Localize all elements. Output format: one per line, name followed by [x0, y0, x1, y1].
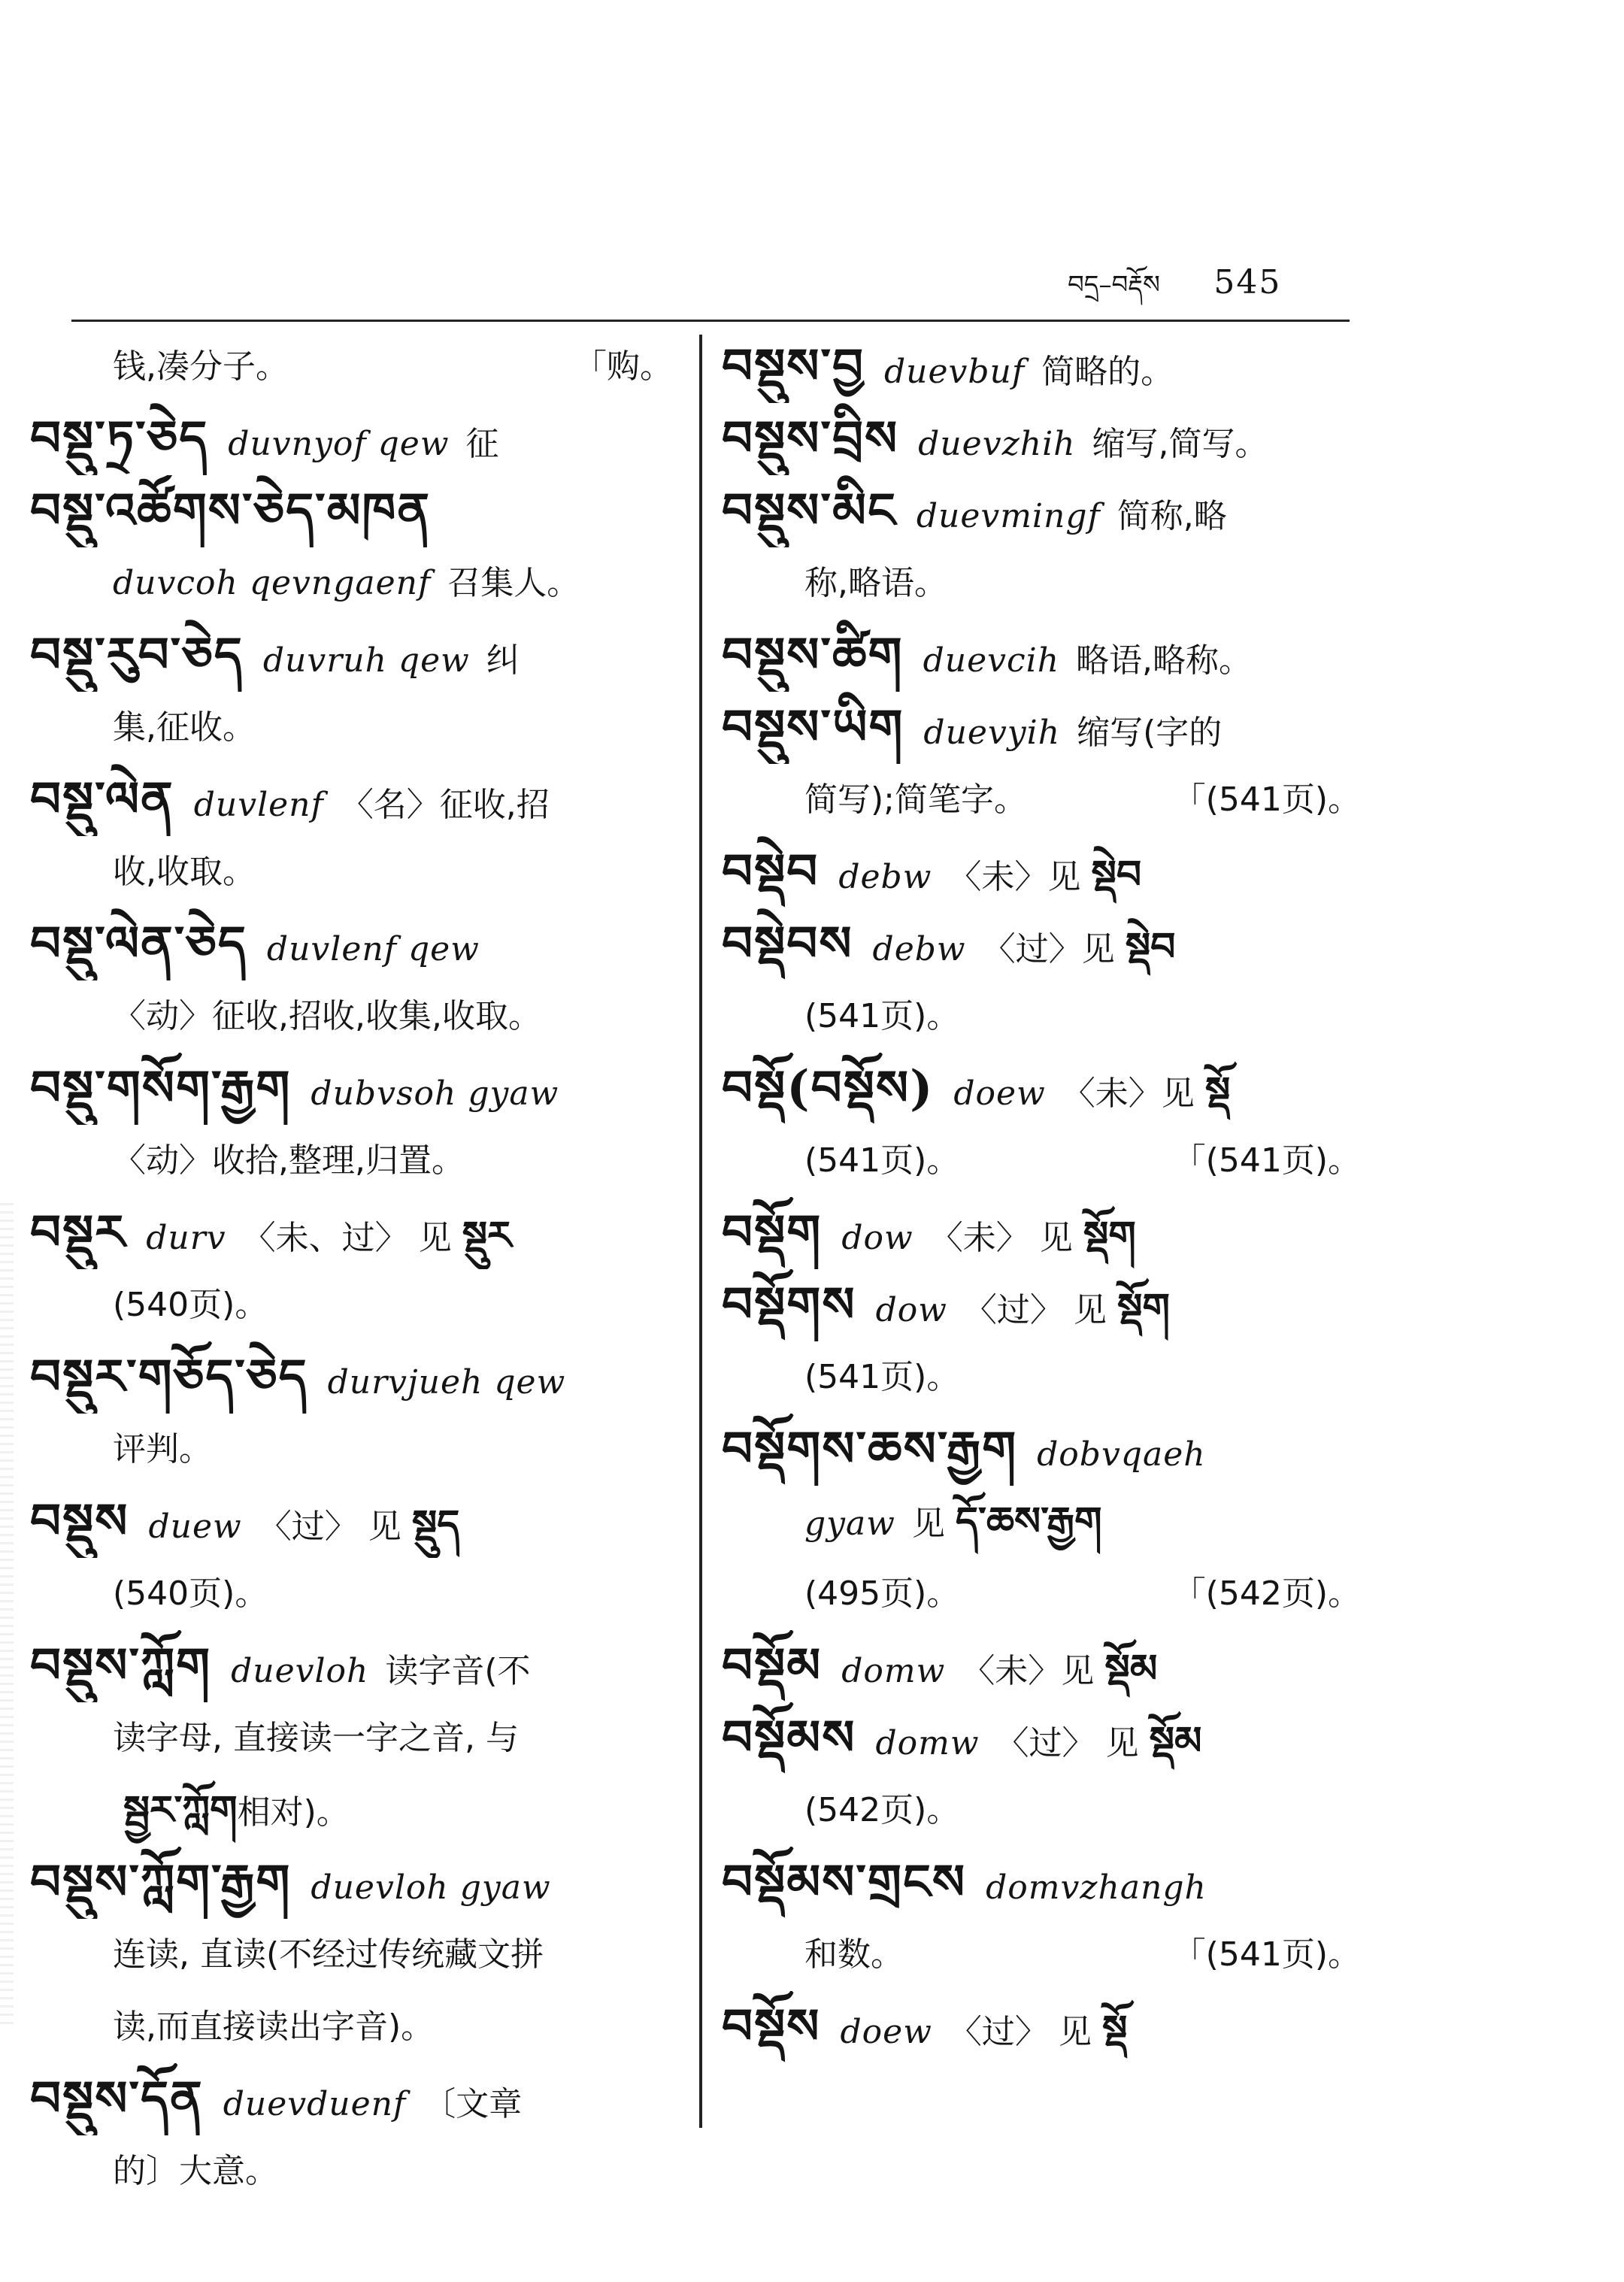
definition: (542页)。 — [804, 1791, 960, 1829]
definition: 称,略语。 — [804, 564, 947, 602]
romanization: doew — [840, 2013, 932, 2051]
definition: 〈未〉 见 — [929, 1219, 1073, 1257]
romanization: durv — [146, 1219, 226, 1257]
definition: 读字音(不 — [385, 1652, 531, 1690]
romanization: duevduenf — [223, 2085, 407, 2123]
entry-line — [722, 620, 1368, 692]
definition: 简写);简笔字。 — [804, 780, 1027, 819]
entry-line — [30, 692, 680, 764]
entry-line — [722, 1847, 1368, 1919]
definition: 征 — [465, 425, 499, 463]
headword-tibetan: བསྡོམས — [722, 1710, 856, 1766]
entry-line — [722, 1486, 1368, 1558]
column-divider — [699, 335, 702, 2128]
definition: 〈名〉征收,招 — [340, 786, 550, 824]
definition: 和数。 — [804, 1935, 904, 1974]
headword-tibetan: བསྡུས་དོན — [30, 2071, 204, 2127]
romanization: duevzhih — [918, 425, 1076, 463]
headword-tibetan: བསྡུ་ཏྲ་ཅེད — [30, 411, 209, 467]
entry-line — [30, 1197, 680, 1269]
entry-line — [30, 1991, 680, 2063]
entry-line — [722, 547, 1368, 620]
entry-line — [30, 1702, 680, 1774]
page-number: 545 — [1213, 263, 1282, 302]
entry-line — [722, 1269, 1368, 1341]
headword-tibetan: བསྡུར — [30, 1205, 127, 1261]
cross-reference-tibetan: སྦྱར་ཀློག — [123, 1787, 238, 1833]
definition: 〈过〉 见 — [948, 2013, 1092, 2051]
romanization: domvzhangh — [986, 1868, 1207, 1907]
romanization: duevmingf — [916, 497, 1101, 535]
headword-tibetan: བསྡེབ — [722, 844, 820, 900]
headword-tibetan: བསྡུས་བྱ — [722, 338, 865, 395]
entry-line — [30, 1558, 680, 1630]
romanization: duvlenf — [193, 786, 324, 824]
definition: 〈动〉征收,招收,收集,收取。 — [113, 997, 541, 1035]
definition: 收,收取。 — [113, 853, 256, 891]
romanization: duvnyof qew — [228, 425, 450, 463]
definition: 读字母, 直接读一字之音, 与 — [113, 1719, 519, 1757]
romanization: gyaw — [804, 1505, 895, 1543]
page-ref: 「(541页)。 — [1172, 1935, 1361, 1974]
entry-line — [30, 1414, 680, 1486]
definition: 集,征收。 — [113, 708, 256, 747]
definition: 缩写(字的 — [1077, 714, 1223, 752]
page-ref: 「(541页)。 — [1172, 780, 1361, 819]
entry-line — [722, 1702, 1368, 1774]
cross-reference-tibetan: སྡེབ — [1125, 924, 1176, 970]
romanization: duvlenf qew — [266, 930, 480, 968]
entry-line — [30, 1125, 680, 1197]
definition: 〈未〉见 — [962, 1652, 1095, 1690]
romanization: debw — [838, 858, 932, 896]
headword-tibetan: བསྡུ་ལེན — [30, 771, 174, 828]
headword-tibetan: བསྡུ་འཚོགས་ཅེད་མཁན — [30, 483, 432, 539]
romanization: doew — [953, 1074, 1046, 1113]
page-ref: 「(542页)。 — [1172, 1574, 1361, 1613]
entry-line — [722, 908, 1368, 980]
definition: 的〕大意。 — [113, 2152, 278, 2190]
cross-reference-tibetan: སྡོག — [1083, 1213, 1136, 1259]
romanization: dobvqaeh — [1037, 1435, 1206, 1474]
entry-line — [722, 1919, 1368, 1991]
headword-tibetan: བསྡུ་ལེན་ཅེད — [30, 916, 247, 972]
romanization: duevcih — [923, 641, 1060, 680]
scan-noise — [0, 1203, 14, 2030]
page-ref: 「(541页)。 — [1172, 1141, 1361, 1180]
cross-reference-tibetan: སྡོམ — [1104, 1646, 1158, 1692]
romanization: duvcoh qevngaenf — [113, 564, 432, 602]
romanization: durvjueh qew — [327, 1363, 566, 1402]
entry-line — [30, 2063, 680, 2135]
entry-line — [722, 331, 1368, 403]
definition: 〈过〉见 — [982, 930, 1115, 968]
entry-line — [722, 1125, 1368, 1197]
cross-reference-tibetan: སྡོམ — [1149, 1718, 1202, 1764]
definition: 〈过〉 见 — [995, 1724, 1139, 1762]
entry-line — [30, 2135, 680, 2208]
entry-line — [30, 547, 680, 620]
definition: 召集人。 — [447, 564, 580, 602]
headword-tibetan: བསྡོས — [722, 1999, 821, 2055]
romanization: dubvsoh gyaw — [311, 1074, 559, 1113]
right-column — [722, 331, 1368, 2063]
entry-line — [722, 475, 1368, 547]
headword-tibetan: བསྡུར་གཅོད་ཅེད — [30, 1349, 308, 1405]
romanization: duevyih — [923, 714, 1061, 752]
romanization: domw — [875, 1724, 980, 1762]
entry-line — [30, 620, 680, 692]
left-column — [30, 331, 680, 2208]
definition: (541页)。 — [804, 1358, 960, 1396]
headword-tibetan: བསྡོགས་ཆས་རྒྱག — [722, 1421, 1018, 1477]
romanization: dow — [841, 1219, 914, 1257]
definition: 纠 — [486, 641, 520, 680]
romanization: debw — [872, 930, 966, 968]
headword-tibetan: བསྡོགས — [722, 1277, 856, 1333]
cross-reference-tibetan: སྡེབ — [1091, 852, 1142, 898]
entry-line — [30, 403, 680, 475]
entry-line — [722, 1414, 1368, 1486]
entry-line — [722, 1991, 1368, 2063]
entry-line — [30, 1630, 680, 1702]
cross-reference-tibetan: སྡུར — [462, 1213, 512, 1259]
entry-line — [30, 764, 680, 836]
entry-line — [30, 1486, 680, 1558]
entry-line — [30, 836, 680, 908]
headword-tibetan: བསྡོ(བསྡོས) — [722, 1060, 935, 1117]
entry-line — [30, 331, 680, 403]
definition: 缩写,简写。 — [1092, 425, 1268, 463]
header-rule — [71, 320, 1350, 322]
entry-line — [722, 1630, 1368, 1702]
headword-tibetan: བསྡུས་ཀློག — [30, 1638, 212, 1694]
headword-tibetan: བསྡོམས་གྲངས — [722, 1854, 967, 1911]
page-ref: 「购。 — [574, 347, 673, 386]
romanization: duew — [148, 1508, 242, 1546]
entry-line — [722, 403, 1368, 475]
definition: (541页)。 — [804, 997, 960, 1035]
definition: 连读, 直读(不经过传统藏文拼 — [113, 1935, 544, 1974]
cross-reference-tibetan: སྡོ — [1101, 2007, 1128, 2053]
headword-tibetan: བསྡུས་མིང — [722, 483, 897, 539]
entry-line — [30, 908, 680, 980]
romanization: duvruh qew — [262, 641, 470, 680]
headword-tibetan: བསྡུ་རུབ་ཅེད — [30, 627, 244, 683]
entry-line — [30, 1919, 680, 1991]
entry-line — [722, 836, 1368, 908]
definition: 〈未〉见 — [1062, 1074, 1195, 1113]
definition: 〈动〉收拾,整理,归置。 — [113, 1141, 465, 1180]
entry-line — [30, 475, 680, 547]
romanization: domw — [841, 1652, 946, 1690]
definition: 〈过〉 见 — [258, 1508, 401, 1546]
romanization: duevloh gyaw — [311, 1868, 551, 1907]
entry-line — [30, 1341, 680, 1414]
definition: 〔文章 — [423, 2085, 523, 2123]
romanization: duevloh — [231, 1652, 369, 1690]
headword-tibetan: བསྡོམ — [722, 1638, 823, 1694]
headword-tibetan: བསྡུས — [30, 1493, 129, 1550]
cross-reference-tibetan: སྡོ — [1204, 1068, 1231, 1114]
definition: 钱,凑分子。 — [113, 347, 289, 386]
romanization: dow — [875, 1291, 947, 1329]
headword-tibetan: བསྡུ་གསོག་རྒྱག — [30, 1060, 292, 1117]
running-head-tibetan: བདྲ–བརྡོས — [1068, 270, 1160, 300]
definition: 略语,略称。 — [1076, 641, 1253, 680]
definition: 〈未〉见 — [948, 858, 1081, 896]
entry-line — [722, 1341, 1368, 1414]
entry-line — [722, 1774, 1368, 1847]
definition: (495页)。 — [804, 1574, 960, 1613]
entry-line — [722, 692, 1368, 764]
headword-tibetan: བསྡུས་ཀློག་རྒྱག — [30, 1854, 292, 1911]
entry-line — [30, 980, 680, 1053]
headword-tibetan: བསྡུས་ཡིག — [722, 699, 904, 756]
definition: 读,而直接读出字音)。 — [113, 2008, 435, 2046]
entry-line — [30, 1847, 680, 1919]
entry-line — [722, 1558, 1368, 1630]
definition: 简略的。 — [1041, 353, 1174, 391]
entry-line — [30, 1774, 680, 1847]
entry-line — [722, 1197, 1368, 1269]
headword-tibetan: བསྡུས་ཚིག — [722, 627, 904, 683]
definition: 见 — [911, 1505, 945, 1543]
cross-reference-tibetan: དོ་ཆས་རྒྱག — [955, 1499, 1102, 1544]
entry-line — [30, 1269, 680, 1341]
cross-reference-tibetan: སྡོག — [1116, 1285, 1171, 1331]
entry-line — [722, 1053, 1368, 1125]
definition: (540页)。 — [113, 1574, 268, 1613]
romanization: duevbuf — [883, 353, 1026, 391]
headword-tibetan: བསྡོག — [722, 1205, 823, 1261]
running-head — [1068, 256, 1316, 301]
entry-line — [722, 764, 1368, 836]
entry-line — [30, 1053, 680, 1125]
definition: (540页)。 — [113, 1286, 268, 1324]
definition: 简称,略 — [1116, 497, 1227, 535]
definition: (541页)。 — [804, 1141, 960, 1180]
definition: 〈未、过〉 见 — [242, 1219, 452, 1257]
headword-tibetan: བསྡེབས — [722, 916, 853, 972]
cross-reference-tibetan: སྡུད — [411, 1502, 460, 1547]
definition: 评判。 — [113, 1430, 212, 1468]
definition: 〈过〉 见 — [963, 1291, 1107, 1329]
definition: 相对)。 — [237, 1793, 350, 1832]
entry-line — [722, 980, 1368, 1053]
headword-tibetan: བསྡུས་བྲིས — [722, 411, 899, 467]
